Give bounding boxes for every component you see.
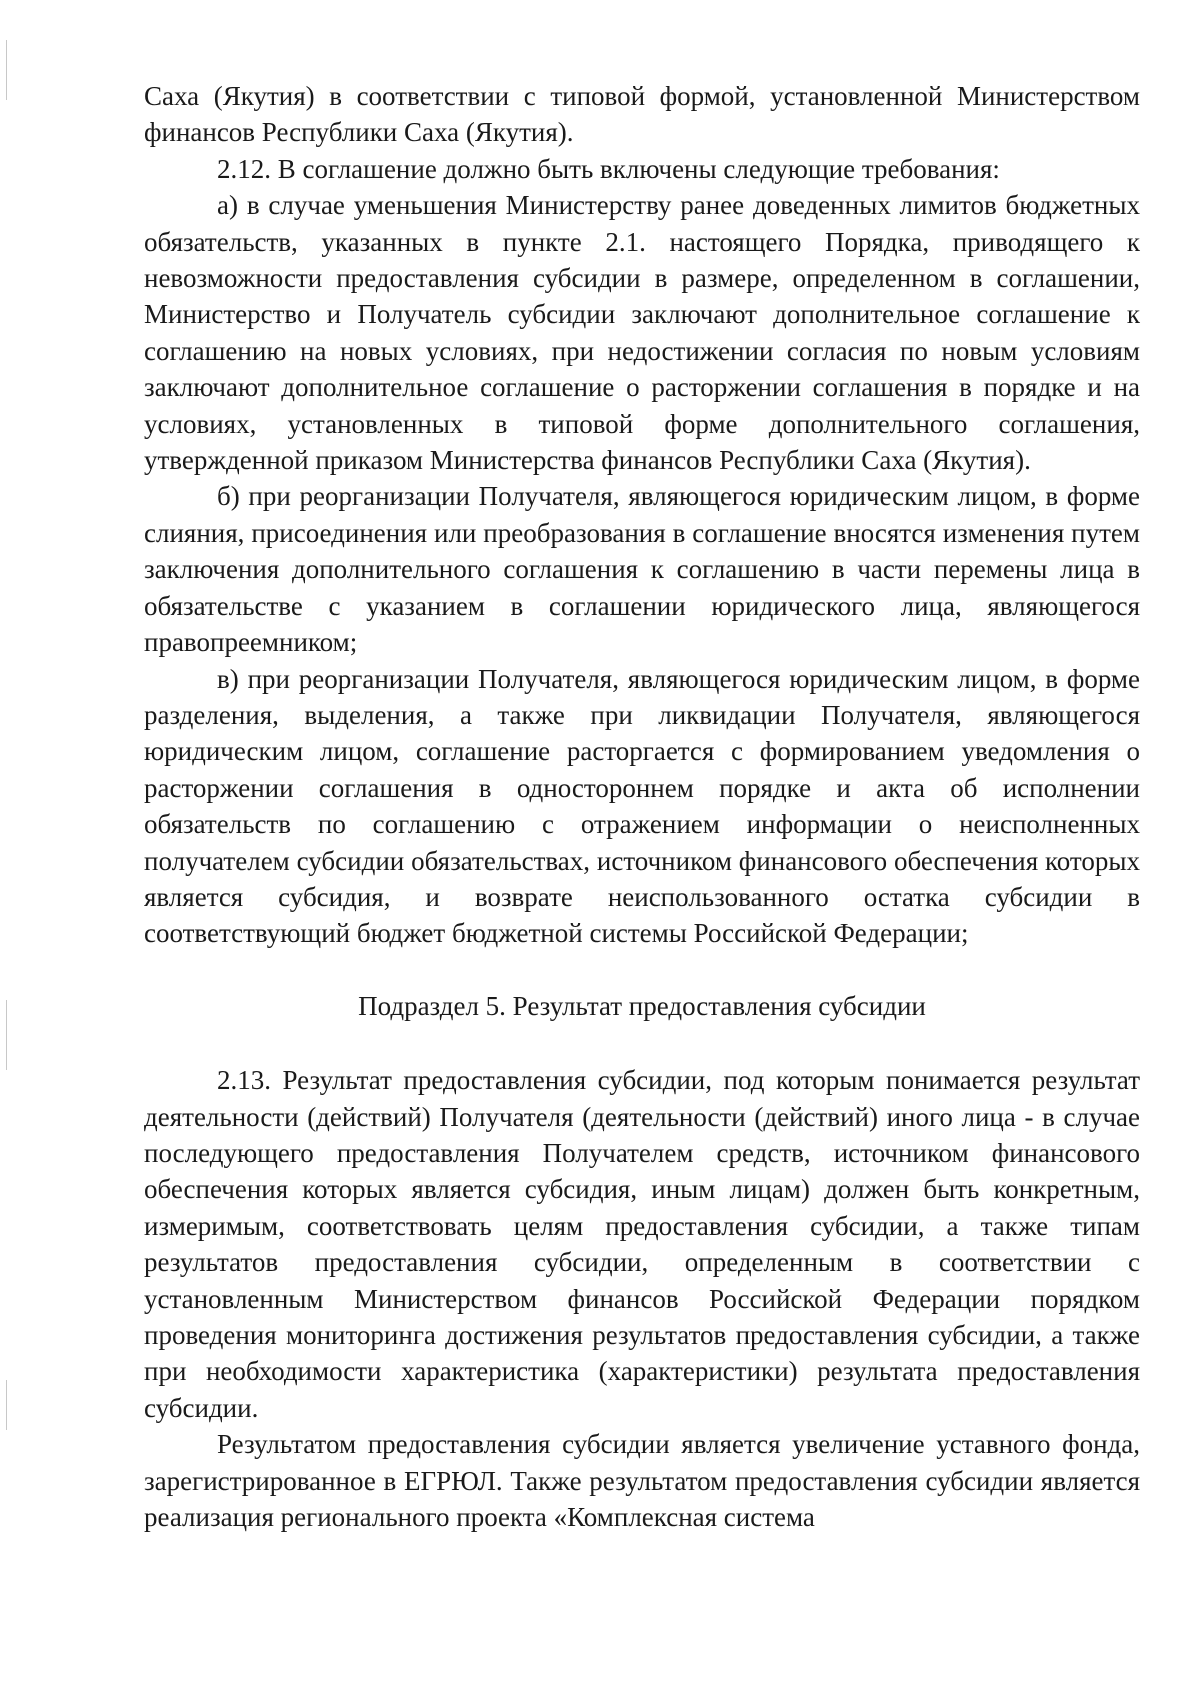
scan-edge-mark [6,1380,7,1430]
paragraph-2-12: 2.12. В соглашение должно быть включены следующие требования: [217,153,1000,184]
paragraph-item-a: а) в случае уменьшения Министерству ранее доведенных лимитов бюджетных обязательств, указанных в пункте 2.1. настоящего Порядка, приводящего к невозможности предоставления субсидии в размере, определенном в соглашении, Министерство и Получатель субсидии заключают дополнительное соглашение к соглашению на новых условиях, при недостижении согласия по новым условиям заключают дополнительное соглашение о расторжении соглашения в порядке и на условиях, установленных в типовой форме дополнительного соглашения, утвержденной приказом Министерства финансов Республики Саха (Якутия). [144,190,1140,476]
document-body [144,78,1140,1535]
scan-edge-mark [6,1000,7,1070]
scan-edge-mark [6,40,7,100]
paragraph-2-13: 2.13. Результат предоставления субсидии, под которым понимается результат деятельности (действий) Получателя (деятельности (действий) иного лица - в случае последующего предоставления Получателем средств, источником финансового обеспечения которых является субсидия, иным лицам) должен быть конкретным, измеримым, соответствовать целям предоставления субсидии, а также типам результатов предоставления субсидии, определенным в соответствии с установленным Министерством финансов Российской Федерации порядком проведения мониторинга достижения результатов предоставления субсидии, а также при необходимости характеристика (характеристики) результата предоставления субсидии. [144,1065,1140,1423]
subsection-heading: Подраздел 5. Результат предоставления субсидии [358,990,926,1021]
spacer [144,1024,1140,1062]
paragraph-item-b: б) при реорганизации Получателя, являющегося юридическим лицом, в форме слияния, присоединения или преобразования в соглашение вносятся изменения путем заключения дополнительного соглашения к соглашению в части перемены лица в обязательстве с указанием в соглашении юридического лица, являющегося правопреемником; [144,481,1140,658]
paragraph-continuation: Саха (Якутия) в соответствии с типовой формой, установленной Министерством финансов Республики Саха (Якутия). [144,81,1140,148]
paragraph-result: Результатом предоставления субсидии является увеличение уставного фонда, зарегистрированное в ЕГРЮЛ. Также результатом предоставления субсидии является реализация регионального проекта «Комплексная система [144,1429,1140,1533]
spacer [144,952,1140,988]
paragraph-item-v: в) при реорганизации Получателя, являющегося юридическим лицом, в форме разделения, выделения, а также при ликвидации Получателя, являющегося юридическим лицом, соглашение расторгается с формированием уведомления о расторжении соглашения в одностороннем порядке и акта об исполнении обязательств по соглашению с отражением информации о неисполненных получателем субсидии обязательствах, источником финансового обеспечения которых является субсидия, и возврате неиспользованного остатка субсидии в соответствующий бюджет бюджетной системы Российской Федерации; [144,663,1140,949]
